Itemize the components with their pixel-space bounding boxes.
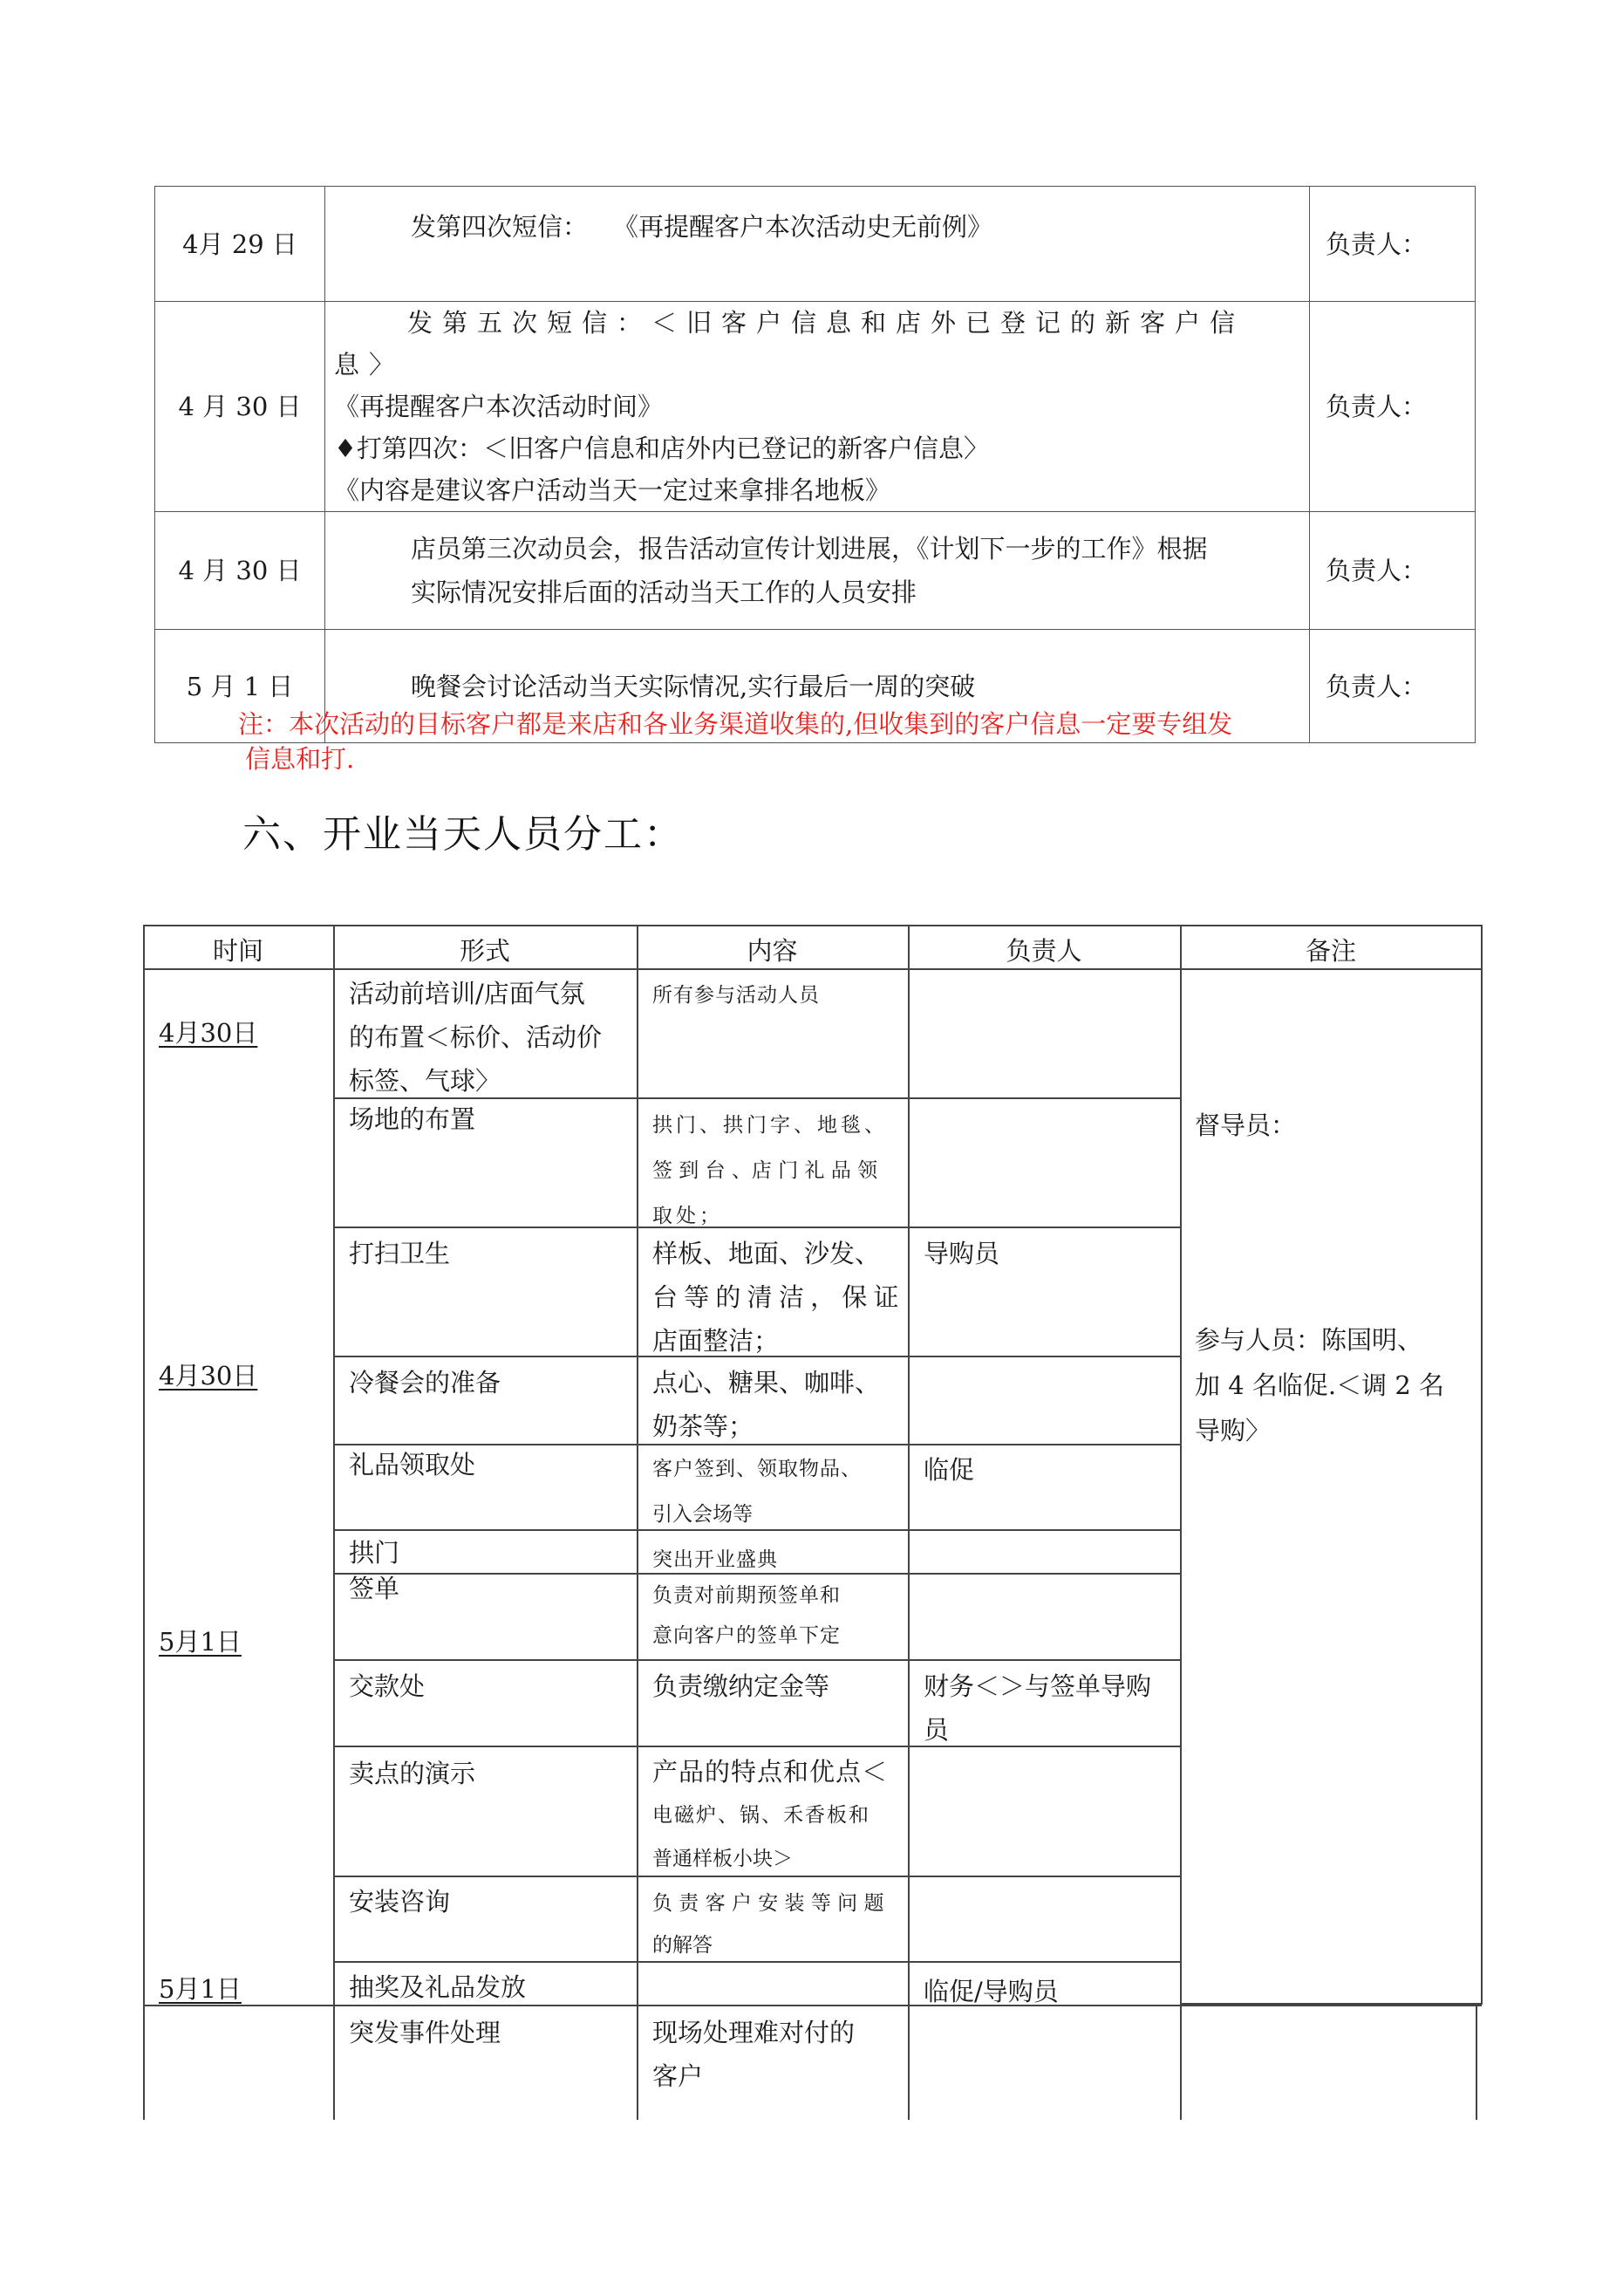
schedule-line: 《内容是建议客户活动当天一定过来拿排名地板》 <box>334 475 891 505</box>
date-cell: 5月1日 <box>159 1974 242 2004</box>
schedule-line: 《再提醒客户本次活动时间》 <box>334 392 664 421</box>
content-line: 引入会场等 <box>652 1503 753 1526</box>
owner-cell: 导购员 <box>924 1239 1000 1268</box>
header-owner: 负责人 <box>1006 936 1082 966</box>
owner-line: 财务＜＞与签单导购 <box>924 1671 1152 1701</box>
content-cell <box>652 1446 905 1537</box>
schedule-responsible: 负责人： <box>1310 187 1476 302</box>
note-line: 信息和打. <box>245 744 355 774</box>
participants-remark <box>1195 1317 1474 1453</box>
content-cell: 负责缴纳定金等 <box>652 1671 830 1701</box>
grid-line <box>333 925 335 2120</box>
supervisor-remark: 督导员： <box>1195 1110 1297 1140</box>
content-line: 意向客户的签单下定 <box>652 1624 841 1647</box>
schedule-line: 实际情况安排后面的活动当天工作的人员安排 <box>411 577 917 607</box>
grid-line <box>908 925 910 2120</box>
content-cell <box>652 1883 905 1966</box>
content-line: 的解答 <box>652 1934 713 1957</box>
grid-line <box>143 968 1482 970</box>
content-line: 客户签到、领取物品、 <box>652 1458 862 1480</box>
schedule-date: 4 月 30 日 <box>155 512 325 630</box>
schedule-responsible: 负责人： <box>1310 512 1476 630</box>
schedule-line: 店员第三次动员会，报告活动宣传计划进展，《计划下一步的工作》根据 <box>411 534 1208 564</box>
owner-cell <box>924 1664 1176 1752</box>
header-time: 时间 <box>212 936 263 966</box>
schedule-date: 4 月 30 日 <box>155 302 325 512</box>
grid-line <box>1180 2003 1482 2005</box>
schedule-responsible: 负责人： <box>1310 302 1476 512</box>
content-line: 普通样板小块＞ <box>652 1848 793 1870</box>
grid-line <box>143 925 145 2120</box>
content-line: 台 等 的 清 洁 ， 保 证 <box>652 1282 898 1312</box>
schedule-line: 发第五次短信：＜旧客户信息和店外已登记的新客户信息〉 <box>334 308 1245 379</box>
content-line: 点心、糖果、咖啡、 <box>652 1368 881 1397</box>
header-remark: 备注 <box>1305 936 1356 966</box>
date-cell: 5月1日 <box>159 1627 242 1657</box>
header-form: 形式 <box>459 936 510 966</box>
date-cell: 4月30日 <box>159 1361 258 1391</box>
schedule-date: 4月 29 日 <box>155 187 325 302</box>
content-line: 店面整洁； <box>652 1326 780 1356</box>
form-cell: 交款处 <box>349 1671 426 1701</box>
form-line: 的布置＜标价、活动价 <box>349 1022 603 1052</box>
content-line: 取处； <box>652 1205 723 1227</box>
section-heading: 六、开业当天人员分工： <box>242 812 684 857</box>
form-cell: 冷餐会的准备 <box>349 1368 501 1397</box>
form-cell: 安装咨询 <box>349 1887 451 1917</box>
grid-line <box>1481 925 1483 2005</box>
owner-line: 员 <box>924 1715 950 1745</box>
form-cell: 突发事件处理 <box>349 2018 501 2047</box>
owner-cell: 临促/导购员 <box>924 1977 1059 2006</box>
form-line: 活动前培训/店面气氛 <box>349 979 585 1008</box>
content-line: 现场处理难对付的 <box>652 2018 856 2047</box>
header-content: 内容 <box>747 936 798 966</box>
schedule-responsible: 负责人： <box>1310 630 1476 743</box>
content-cell: 所有参与活动人员 <box>652 984 820 1007</box>
note-line: 注：本次活动的目标客户都是来店和各业务渠道收集的,但收集到的客户信息一定要专组发 <box>238 709 1233 739</box>
remark-line: 参与人员：陈国明、 <box>1195 1325 1423 1355</box>
content-line: 奶茶等； <box>652 1411 754 1441</box>
content-line: 签 到 台 、店 门 礼 品 领 <box>652 1159 878 1182</box>
schedule-date: 5 月 1 日 <box>155 630 325 743</box>
content-cell: 突出开业盛典 <box>652 1548 778 1571</box>
grid-line <box>1180 925 1182 2120</box>
content-line: 负 责 客 户 安 装 等 问 题 <box>652 1892 884 1915</box>
content-line: 负责对前期预签单和 <box>652 1584 841 1607</box>
content-cell <box>652 1232 905 1363</box>
grid-line <box>143 925 1482 926</box>
content-cell <box>652 1750 905 1881</box>
schedule-line: ♦打第四次：＜旧客户信息和店外内已登记的新客户信息〉 <box>334 434 989 463</box>
content-line: 产品的特点和优点＜ <box>652 1757 889 1787</box>
content-line: 电磁炉、锅、禾香板和 <box>652 1804 870 1827</box>
form-cell: 礼品领取处 <box>349 1450 476 1479</box>
form-line: 标签、气球〉 <box>349 1066 501 1096</box>
content-line: 拱门、拱门字、地毯、 <box>652 1114 888 1137</box>
form-cell <box>349 972 628 1103</box>
content-cell <box>652 1103 905 1239</box>
content-line: 样板、地面、沙发、 <box>652 1239 881 1268</box>
grid-line <box>1476 2005 1477 2120</box>
schedule-line: 晚餐会讨论活动当天实际情况,实行最后一周的突破 <box>411 671 976 701</box>
content-cell <box>652 2011 905 2098</box>
schedule-line: 发第四次短信： 《再提醒客户本次活动史无前例》 <box>411 212 993 242</box>
remark-line: 导购〉 <box>1195 1416 1272 1445</box>
content-line: 客户 <box>652 2061 704 2091</box>
grid-line <box>143 2005 1482 2006</box>
content-cell <box>652 1575 841 1656</box>
form-cell: 抽奖及礼品发放 <box>349 1972 527 2002</box>
form-cell: 卖点的演示 <box>349 1759 476 1788</box>
grid-line <box>333 1659 1180 1661</box>
owner-cell: 临促 <box>924 1455 975 1485</box>
form-cell: 拱门 <box>349 1538 400 1568</box>
form-cell: 场地的布置 <box>349 1104 476 1134</box>
grid-line <box>637 925 638 2120</box>
content-cell <box>652 1361 905 1448</box>
date-cell: 4月30日 <box>159 1018 258 1048</box>
form-cell: 打扫卫生 <box>349 1239 451 1268</box>
remark-line: 加 4 名临促.＜调 2 名 <box>1195 1370 1444 1400</box>
form-cell: 签单 <box>349 1574 400 1603</box>
